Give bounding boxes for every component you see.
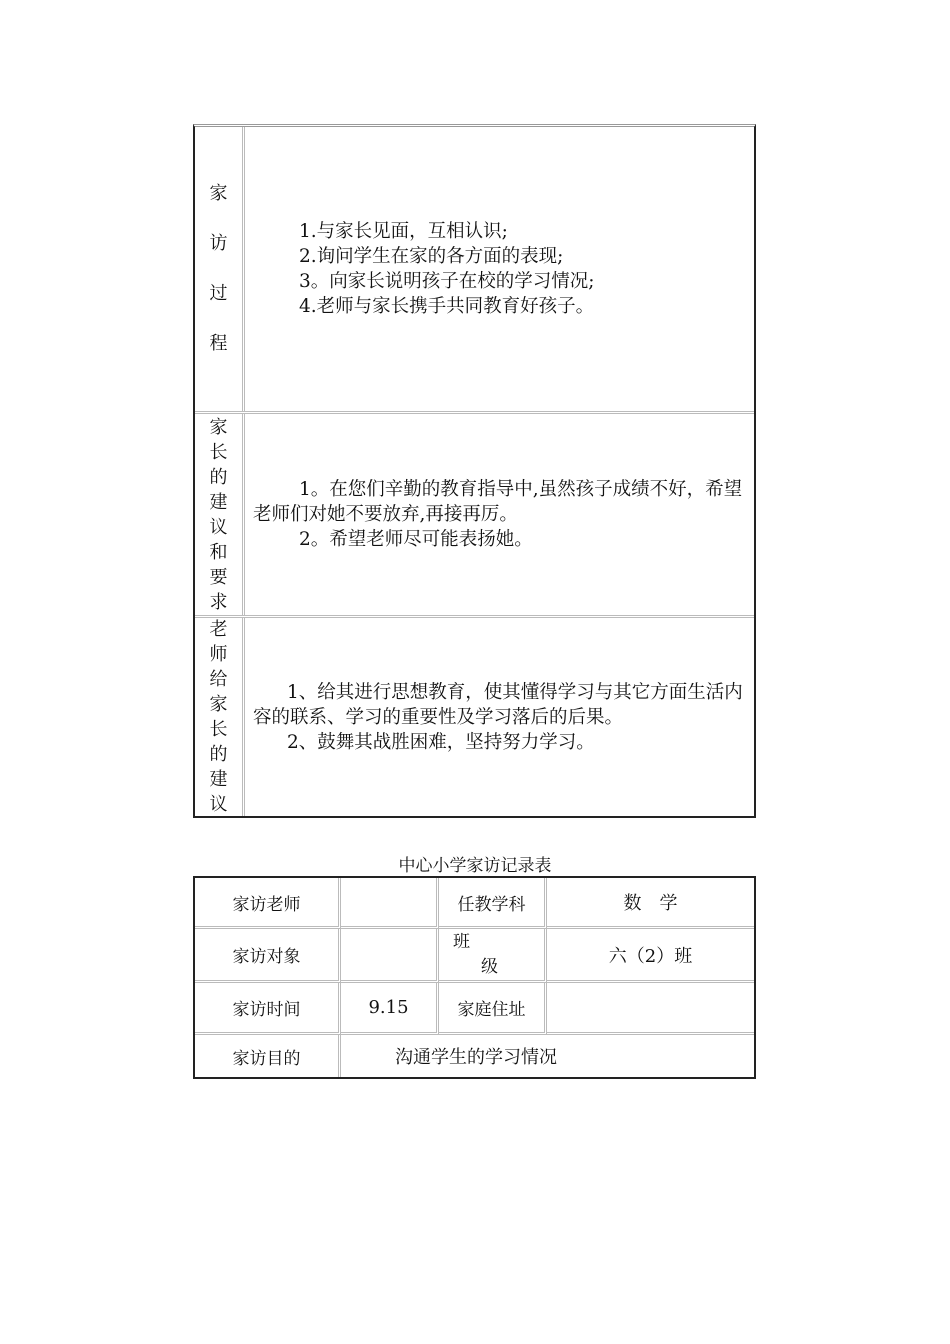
subject-value: 数 学 xyxy=(547,878,754,929)
home-visit-record-table xyxy=(193,876,756,1079)
teacher-value xyxy=(341,878,439,929)
parent-suggestion-line: 2。希望老师尽可能表扬她。 xyxy=(299,529,533,550)
parent-suggestion-line: 1。在您们辛勤的教育指导中,虽然孩子成绩不好，希望老师们对她不要放弃,再接再厉。 xyxy=(253,479,743,525)
purpose-value: 沟通学生的学习情况 xyxy=(395,1047,557,1068)
visit-process-row xyxy=(195,127,754,414)
purpose-label: 家访目的 xyxy=(195,1035,341,1077)
teacher-label: 家访老师 xyxy=(195,878,341,929)
parent-suggestions-content xyxy=(253,414,744,615)
visit-process-content xyxy=(253,127,744,411)
class-value: 六（2）班 xyxy=(547,929,754,983)
visit-process-line: 2.询问学生在家的各方面的表现; xyxy=(299,246,564,267)
class-label-cell xyxy=(439,929,547,983)
class-label-line2: 级 xyxy=(481,956,498,977)
visit-process-label-cell xyxy=(195,127,245,411)
parent-suggestions-label: 家长的建议和要求 xyxy=(209,416,228,613)
visit-process-line: 4.老师与家长携手共同教育好孩子。 xyxy=(299,296,595,317)
subject-label: 任教学科 xyxy=(439,878,547,929)
table-caption: 中心小学家访记录表 xyxy=(398,856,552,876)
teacher-suggestions-content xyxy=(253,618,744,816)
teacher-suggestions-label: 老师给家长的建议 xyxy=(209,619,228,815)
teacher-suggestion-line: 1、给其进行思想教育，使其懂得学习与其它方面生活内容的联系、学习的重要性及学习落后的后果。 xyxy=(253,681,743,728)
address-label: 家庭住址 xyxy=(439,983,547,1035)
visit-process-line: 3。向家长说明孩子在校的学习情况; xyxy=(299,271,595,292)
visit-process-label: 家访过程 xyxy=(209,183,228,354)
parent-suggestions-label-cell xyxy=(195,414,245,615)
time-value: 9.15 xyxy=(341,983,439,1035)
class-label-line1: 班 xyxy=(453,931,470,952)
address-value xyxy=(547,983,754,1035)
parent-suggestions-row xyxy=(195,414,754,618)
teacher-suggestions-row xyxy=(195,618,754,816)
target-label: 家访对象 xyxy=(195,929,341,983)
visit-process-line: 1.与家长见面，互相认识; xyxy=(299,221,508,242)
teacher-suggestions-label-cell xyxy=(195,618,245,816)
time-label: 家访时间 xyxy=(195,983,341,1035)
home-visit-detail-table xyxy=(193,124,756,818)
target-value xyxy=(341,929,439,983)
teacher-suggestion-line: 2、鼓舞其战胜困难，坚持努力学习。 xyxy=(287,731,595,753)
